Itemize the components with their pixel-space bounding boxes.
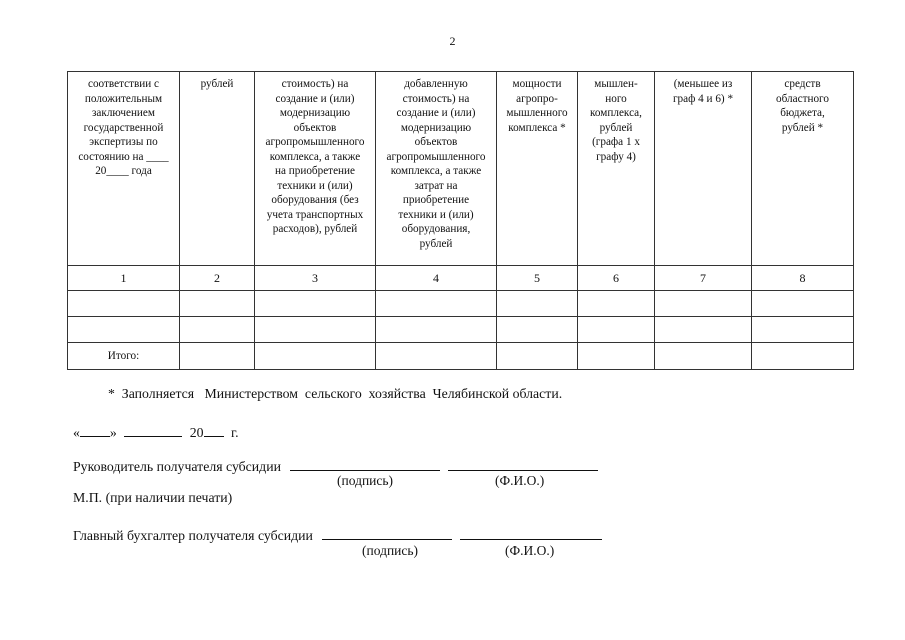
table-cell[interactable] — [752, 317, 854, 343]
table-cell[interactable] — [255, 343, 376, 370]
accountant-signature-field[interactable] — [322, 525, 452, 540]
subsidy-calculation-table — [67, 71, 854, 370]
accountant-name-caption: (Ф.И.О.) — [505, 543, 555, 558]
column-number: 5 — [497, 266, 578, 291]
head-name-field[interactable] — [448, 456, 598, 471]
header-cell-6: мышлен- ного комплекса, рублей (графа 1 х графу 4) — [578, 72, 655, 266]
date-line: « » 20 г. — [73, 422, 239, 441]
column-number: 6 — [578, 266, 655, 291]
column-number: 7 — [655, 266, 752, 291]
footnote: * Заполняется Министерством сельского хозяйства Челябинской области. — [108, 386, 563, 401]
header-cell-3: стоимость) на создание и (или) модернизацию объектов агропромышленного комплекса, а также на приобретение техники и (или) оборудования (без учета транспортных расходов), рублей — [255, 72, 376, 266]
column-number: 1 — [68, 266, 180, 291]
table-cell[interactable] — [376, 317, 497, 343]
column-number: 4 — [376, 266, 497, 291]
column-number: 8 — [752, 266, 854, 291]
column-number: 2 — [180, 266, 255, 291]
head-name-caption: (Ф.И.О.) — [495, 473, 545, 488]
table-cell[interactable] — [752, 291, 854, 317]
table-row — [68, 317, 854, 343]
table-cell[interactable] — [68, 317, 180, 343]
table-cell[interactable] — [578, 317, 655, 343]
table-cell[interactable] — [497, 317, 578, 343]
head-signature-field[interactable] — [290, 456, 440, 471]
table-cell[interactable] — [752, 343, 854, 370]
table-cell[interactable] — [68, 291, 180, 317]
accountant-signature-line — [73, 525, 602, 544]
table-cell[interactable] — [180, 317, 255, 343]
table-cell[interactable] — [376, 343, 497, 370]
year-field[interactable] — [204, 422, 224, 437]
total-label: Итого: — [68, 343, 180, 370]
table-cell[interactable] — [655, 343, 752, 370]
table-cell[interactable] — [497, 291, 578, 317]
accountant-name-field[interactable] — [460, 525, 602, 540]
header-cell-2: рублей — [180, 72, 255, 266]
table-cell[interactable] — [497, 343, 578, 370]
table-cell[interactable] — [255, 291, 376, 317]
head-label: Руководитель получателя субсидии — [73, 459, 281, 474]
table-cell[interactable] — [578, 343, 655, 370]
day-field[interactable] — [80, 422, 110, 437]
seal-label: М.П. (при наличии печати) — [73, 490, 233, 505]
header-cell-8: средств областного бюджета, рублей * — [752, 72, 854, 266]
column-number-row — [68, 266, 854, 291]
header-cell-5: мощности агропро- мышленного комплекса * — [497, 72, 578, 266]
table-cell[interactable] — [655, 291, 752, 317]
accountant-signature-caption: (подпись) — [362, 543, 419, 558]
table-cell[interactable] — [255, 317, 376, 343]
header-cell-4: добавленную стоимость) на создание и (или) модернизацию объектов агропромышленного комплекса, а также затрат на приобретение техники и (или) оборудования, рублей — [376, 72, 497, 266]
page-number: 2 — [449, 34, 456, 48]
table-cell[interactable] — [376, 291, 497, 317]
head-signature-caption: (подпись) — [337, 473, 394, 488]
table-row — [68, 291, 854, 317]
total-row — [68, 343, 854, 370]
accountant-label: Главный бухгалтер получателя субсидии — [73, 528, 313, 543]
header-cell-1: соответствии с положительным заключением государственной экспертизы по состоянию на ____ 20____ года — [68, 72, 180, 266]
table-cell[interactable] — [180, 343, 255, 370]
table-cell[interactable] — [655, 317, 752, 343]
header-cell-7: (меньшее из граф 4 и 6) * — [655, 72, 752, 266]
column-number: 3 — [255, 266, 376, 291]
table-cell[interactable] — [578, 291, 655, 317]
month-field[interactable] — [124, 422, 182, 437]
table-cell[interactable] — [180, 291, 255, 317]
table-header-row — [68, 72, 854, 266]
